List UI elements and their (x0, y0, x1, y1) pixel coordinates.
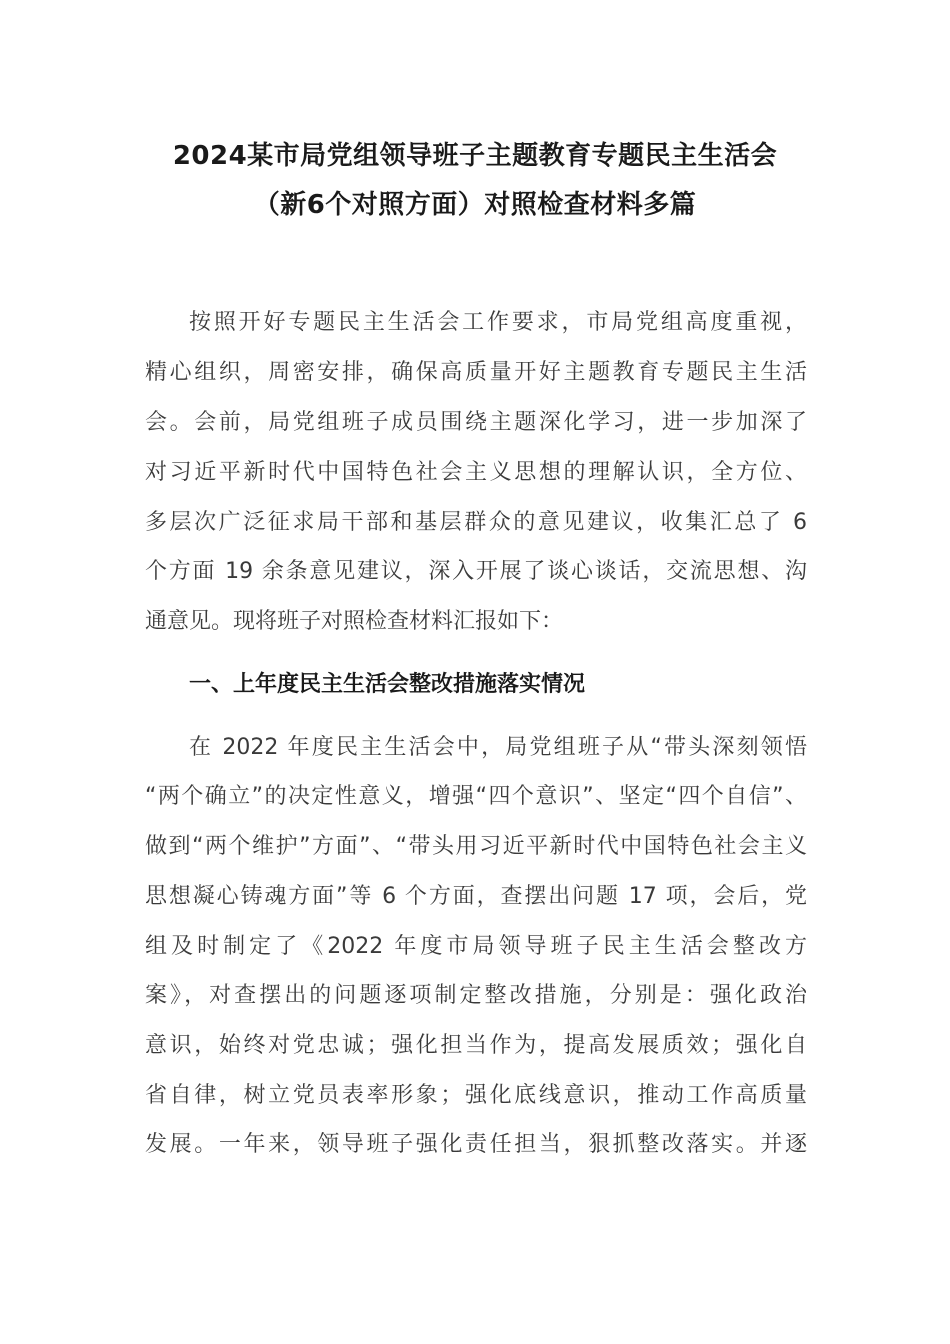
paragraph-line: 意识，始终对党忠诚；强化担当作为，提高发展质效；强化自 (145, 1033, 807, 1058)
paragraph-line: 对习近平新时代中国特色社会主义思想的理解认识，全方位、 (145, 460, 807, 485)
paragraph-line: 组及时制定了《2022 年度市局领导班子民主生活会整改方 (145, 934, 807, 959)
paragraph-line: 按照开好专题民主生活会工作要求，市局党组高度重视， (189, 310, 807, 335)
paragraph-line: 思想凝心铸魂方面”等 6 个方面，查摆出问题 17 项，会后，党 (145, 884, 807, 909)
document-title-line-1: 2024某市局党组领导班子主题教育专题民主生活会 (172, 141, 778, 171)
paragraph-line: 做到“两个维护”方面”、“带头用习近平新时代中国特色社会主义 (145, 834, 807, 859)
paragraph-line: 多层次广泛征求局干部和基层群众的意见建议，收集汇总了 6 (145, 510, 807, 535)
paragraph-line: 省自律，树立党员表率形象；强化底线意识，推动工作高质量 (145, 1083, 807, 1108)
paragraph-line: 在 2022 年度民主生活会中，局党组班子从“带头深刻领悟 (189, 735, 807, 760)
document-title-line-2: （新6个对照方面）对照检查材料多篇 (253, 190, 697, 220)
paragraph-line: 精心组织，周密安排，确保高质量开好主题教育专题民主生活 (145, 360, 807, 385)
section-heading: 一、上年度民主生活会整改措施落实情况 (189, 672, 586, 697)
paragraph-line: 个方面 19 余条意见建议，深入开展了谈心谈话，交流思想、沟 (145, 559, 807, 584)
paragraph-line: 发展。一年来，领导班子强化责任担当，狠抓整改落实。并逐 (145, 1132, 807, 1157)
paragraph-line: 案》，对查摆出的问题逐项制定整改措施，分别是：强化政治 (145, 983, 807, 1008)
paragraph-line: “两个确立”的决定性意义，增强“四个意识”、坚定“四个自信”、 (145, 784, 807, 809)
paragraph-line: 会。会前，局党组班子成员围绕主题深化学习，进一步加深了 (145, 410, 807, 435)
paragraph-line: 通意见。现将班子对照检查材料汇报如下： (145, 609, 564, 634)
